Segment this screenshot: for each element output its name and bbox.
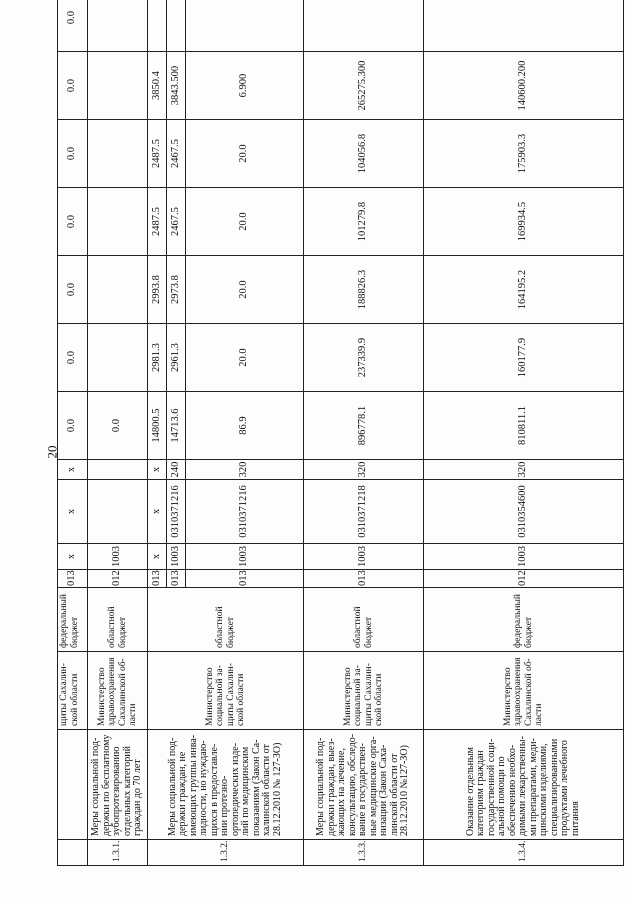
table-row (88, 0, 148, 866)
amount-2019 (424, 0, 624, 52)
amount-2019 (186, 0, 304, 52)
amount-2017: 20.0 (186, 120, 304, 188)
table-row (304, 0, 424, 866)
rzpr-code: x (148, 544, 167, 570)
csr-code: x (148, 480, 167, 544)
amount-2018: 0.0 (58, 52, 88, 120)
amount-2018: 3843.500 (167, 52, 186, 120)
vr-code: 240 (167, 460, 186, 480)
row-number: 1.3.4. (424, 840, 624, 866)
amount-total: 896778.1 (304, 392, 424, 460)
amount-2016: 169934.5 (424, 188, 624, 256)
csr-code: 0310354600 (424, 480, 624, 544)
csr-code: 0310371218 (304, 480, 424, 544)
amount-2019: 0.0 (58, 0, 88, 52)
rotated-table-container (57, 10, 623, 866)
amount-2016 (88, 188, 148, 256)
grbs-code: 013 (304, 570, 424, 588)
measure-name (58, 730, 88, 840)
amount-2017: 2467.5 (167, 120, 186, 188)
vr-code (88, 460, 148, 480)
grbs-code: 013 (186, 570, 304, 588)
grbs-code: 013 (58, 570, 88, 588)
csr-code: x (58, 480, 88, 544)
amount-2016: 0.0 (58, 188, 88, 256)
amount-2018: 6.900 (186, 52, 304, 120)
budget-table (57, 0, 624, 866)
row-number (58, 840, 88, 866)
amount-2015: 20.0 (186, 256, 304, 324)
amount-2014: 2981.3 (148, 324, 167, 392)
page-number: 20 (44, 445, 60, 459)
amount-2014: 2961.3 (167, 324, 186, 392)
amount-2016: 2487.5 (148, 188, 167, 256)
amount-2017: 104056.8 (304, 120, 424, 188)
amount-2018: 140600.200 (424, 52, 624, 120)
executor: Министерство социальной за-щиты Сахалин-ской области (304, 652, 424, 730)
executor: щиты Сахалин-ской области (58, 652, 88, 730)
funding-source: федеральный бюджет (58, 588, 88, 652)
funding-source: областной бюджет (148, 588, 304, 652)
funding-source: областной бюджет (88, 588, 148, 652)
amount-total: 14800.5 (148, 392, 167, 460)
amount-2018: 265275.300 (304, 52, 424, 120)
funding-source: областной бюджет (304, 588, 424, 652)
amount-total: 86.9 (186, 392, 304, 460)
amount-2014: 20.0 (186, 324, 304, 392)
csr-code: 0310371216 (167, 480, 186, 544)
amount-2017: 0.0 (58, 120, 88, 188)
amount-2015: 2993.8 (148, 256, 167, 324)
funding-source: федеральный бюджет (424, 588, 624, 652)
executor: Министерство здравоохранения Сахалинской об-ласти (424, 652, 624, 730)
vr-code: 320 (186, 460, 304, 480)
amount-2015: 0.0 (58, 256, 88, 324)
row-number: 1.3.3. (304, 840, 424, 866)
amount-2015: 188826.3 (304, 256, 424, 324)
amount-total: 14713.6 (167, 392, 186, 460)
amount-total: 810811.1 (424, 392, 624, 460)
amount-2018 (88, 52, 148, 120)
amount-2015: 164195.2 (424, 256, 624, 324)
amount-2019 (88, 0, 148, 52)
csr-code: 0310371216 (186, 480, 304, 544)
executor: Министерство здравоохранения Сахалинской об-ласти (88, 652, 148, 730)
table-row (424, 0, 624, 866)
measure-name: Меры социальной под-держки по бесплатному зубопротезированию отдельных категорий граждан до 70 лет (88, 730, 148, 840)
amount-2014: 160177.9 (424, 324, 624, 392)
measure-name: Оказание отдельным категориям граждан государственной соци-альной помощи по обеспечению необхо-димыми лекарственны-ми препаратами, меди-цинскими изделиями, специализированными продуктами лечебного питания (424, 730, 624, 840)
rzpr-code: 1003 (186, 544, 304, 570)
amount-2019 (304, 0, 424, 52)
table-row (58, 0, 88, 866)
amount-2015 (88, 256, 148, 324)
amount-2017 (88, 120, 148, 188)
amount-2017: 175903.3 (424, 120, 624, 188)
rzpr-code: 1003 (304, 544, 424, 570)
rzpr-code: 1003 (167, 544, 186, 570)
row-number: 1.3.1. (88, 840, 148, 866)
amount-total: 0.0 (88, 392, 148, 460)
measure-name: Меры социальной под-держки граждан, выез-жающих на лечение, консультацию, обследо-вание в государствен-ные медицинские орга-низации (Закон Саха-линской области от 28.12.2010 №127-ЗО) (304, 730, 424, 840)
amount-2016: 2467.5 (167, 188, 186, 256)
amount-2015: 2973.8 (167, 256, 186, 324)
grbs-code: 013 (148, 570, 167, 588)
vr-code: 320 (304, 460, 424, 480)
amount-2016: 101279.8 (304, 188, 424, 256)
rzpr-code: 1003 (88, 544, 148, 570)
amount-total: 0.0 (58, 392, 88, 460)
grbs-code: 013 (167, 570, 186, 588)
vr-code: 320 (424, 460, 624, 480)
grbs-code: 012 (88, 570, 148, 588)
amount-2014 (88, 324, 148, 392)
vr-code: x (58, 460, 88, 480)
rzpr-code: 1003 (424, 544, 624, 570)
amount-2017: 2487.5 (148, 120, 167, 188)
amount-2016: 20.0 (186, 188, 304, 256)
executor: Министерство социальной за-щиты Сахалин-ской области (148, 652, 304, 730)
grbs-code: 012 (424, 570, 624, 588)
csr-code (88, 480, 148, 544)
rzpr-code: x (58, 544, 88, 570)
amount-2019 (167, 0, 186, 52)
amount-2018: 3850.4 (148, 52, 167, 120)
measure-name: Меры социальной под-держки граждан, не имеющих группы инва-лидности, но нуждаю-щихся в предоставле-нии протезно-ортопедических изде-лий по медицинским показаниям (Закон Са-халинской области от 28.12.2010 № 127-ЗО) (148, 730, 304, 840)
vr-code: x (148, 460, 167, 480)
amount-2014: 237339.9 (304, 324, 424, 392)
row-number: 1.3.2. (148, 840, 304, 866)
amount-2019 (148, 0, 167, 52)
table-row (148, 0, 167, 866)
amount-2014: 0.0 (58, 324, 88, 392)
